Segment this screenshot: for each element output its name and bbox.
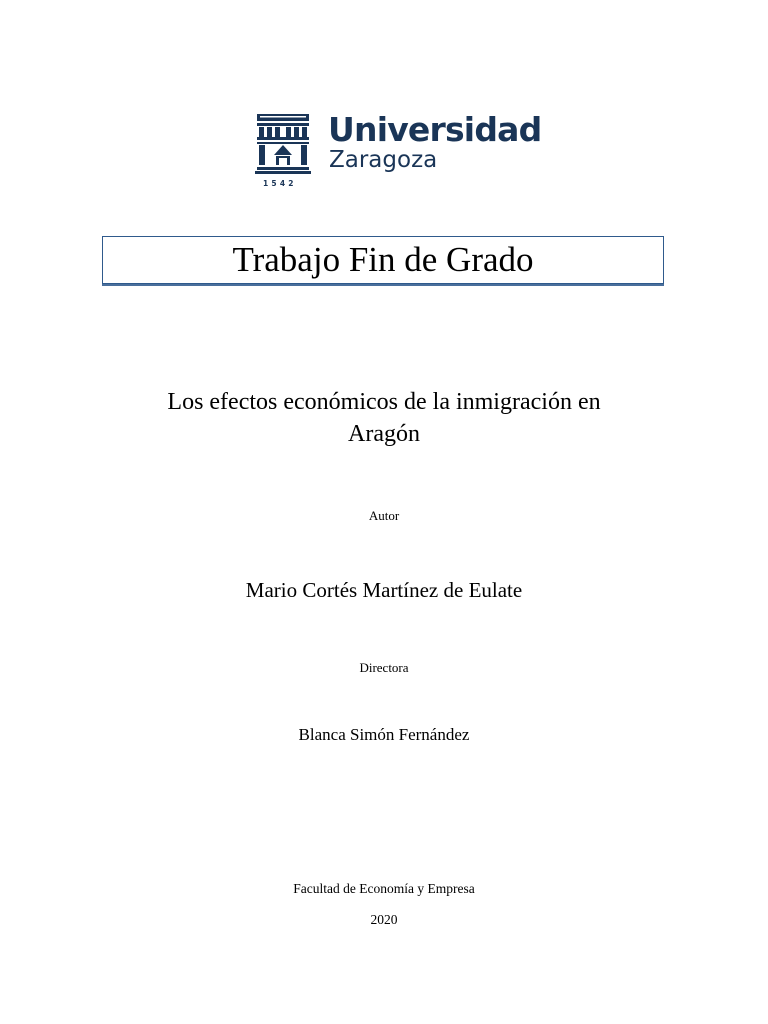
university-emblem-icon [254, 112, 312, 176]
document-year: 2020 [370, 912, 398, 927]
university-logo [254, 110, 542, 192]
thesis-title [0, 386, 768, 450]
author-label: Autor [368, 508, 400, 523]
thesis-title-line2: Aragón [348, 421, 420, 447]
director-name: Blanca Simón Fernández [298, 725, 470, 744]
logo-year: 1542 [263, 179, 297, 188]
logo-university-name: Universidad [328, 110, 542, 149]
logo-city-name: Zaragoza [329, 147, 438, 173]
director-label: Directora [359, 660, 409, 675]
document-title: Trabajo Fin de Grado [232, 240, 534, 279]
document-title-box [102, 236, 664, 284]
thesis-title-line1: Los efectos económicos de la inmigración en [167, 389, 601, 415]
faculty-name: Facultad de Economía y Empresa [293, 881, 475, 896]
author-name: Mario Cortés Martínez de Eulate [245, 578, 523, 602]
